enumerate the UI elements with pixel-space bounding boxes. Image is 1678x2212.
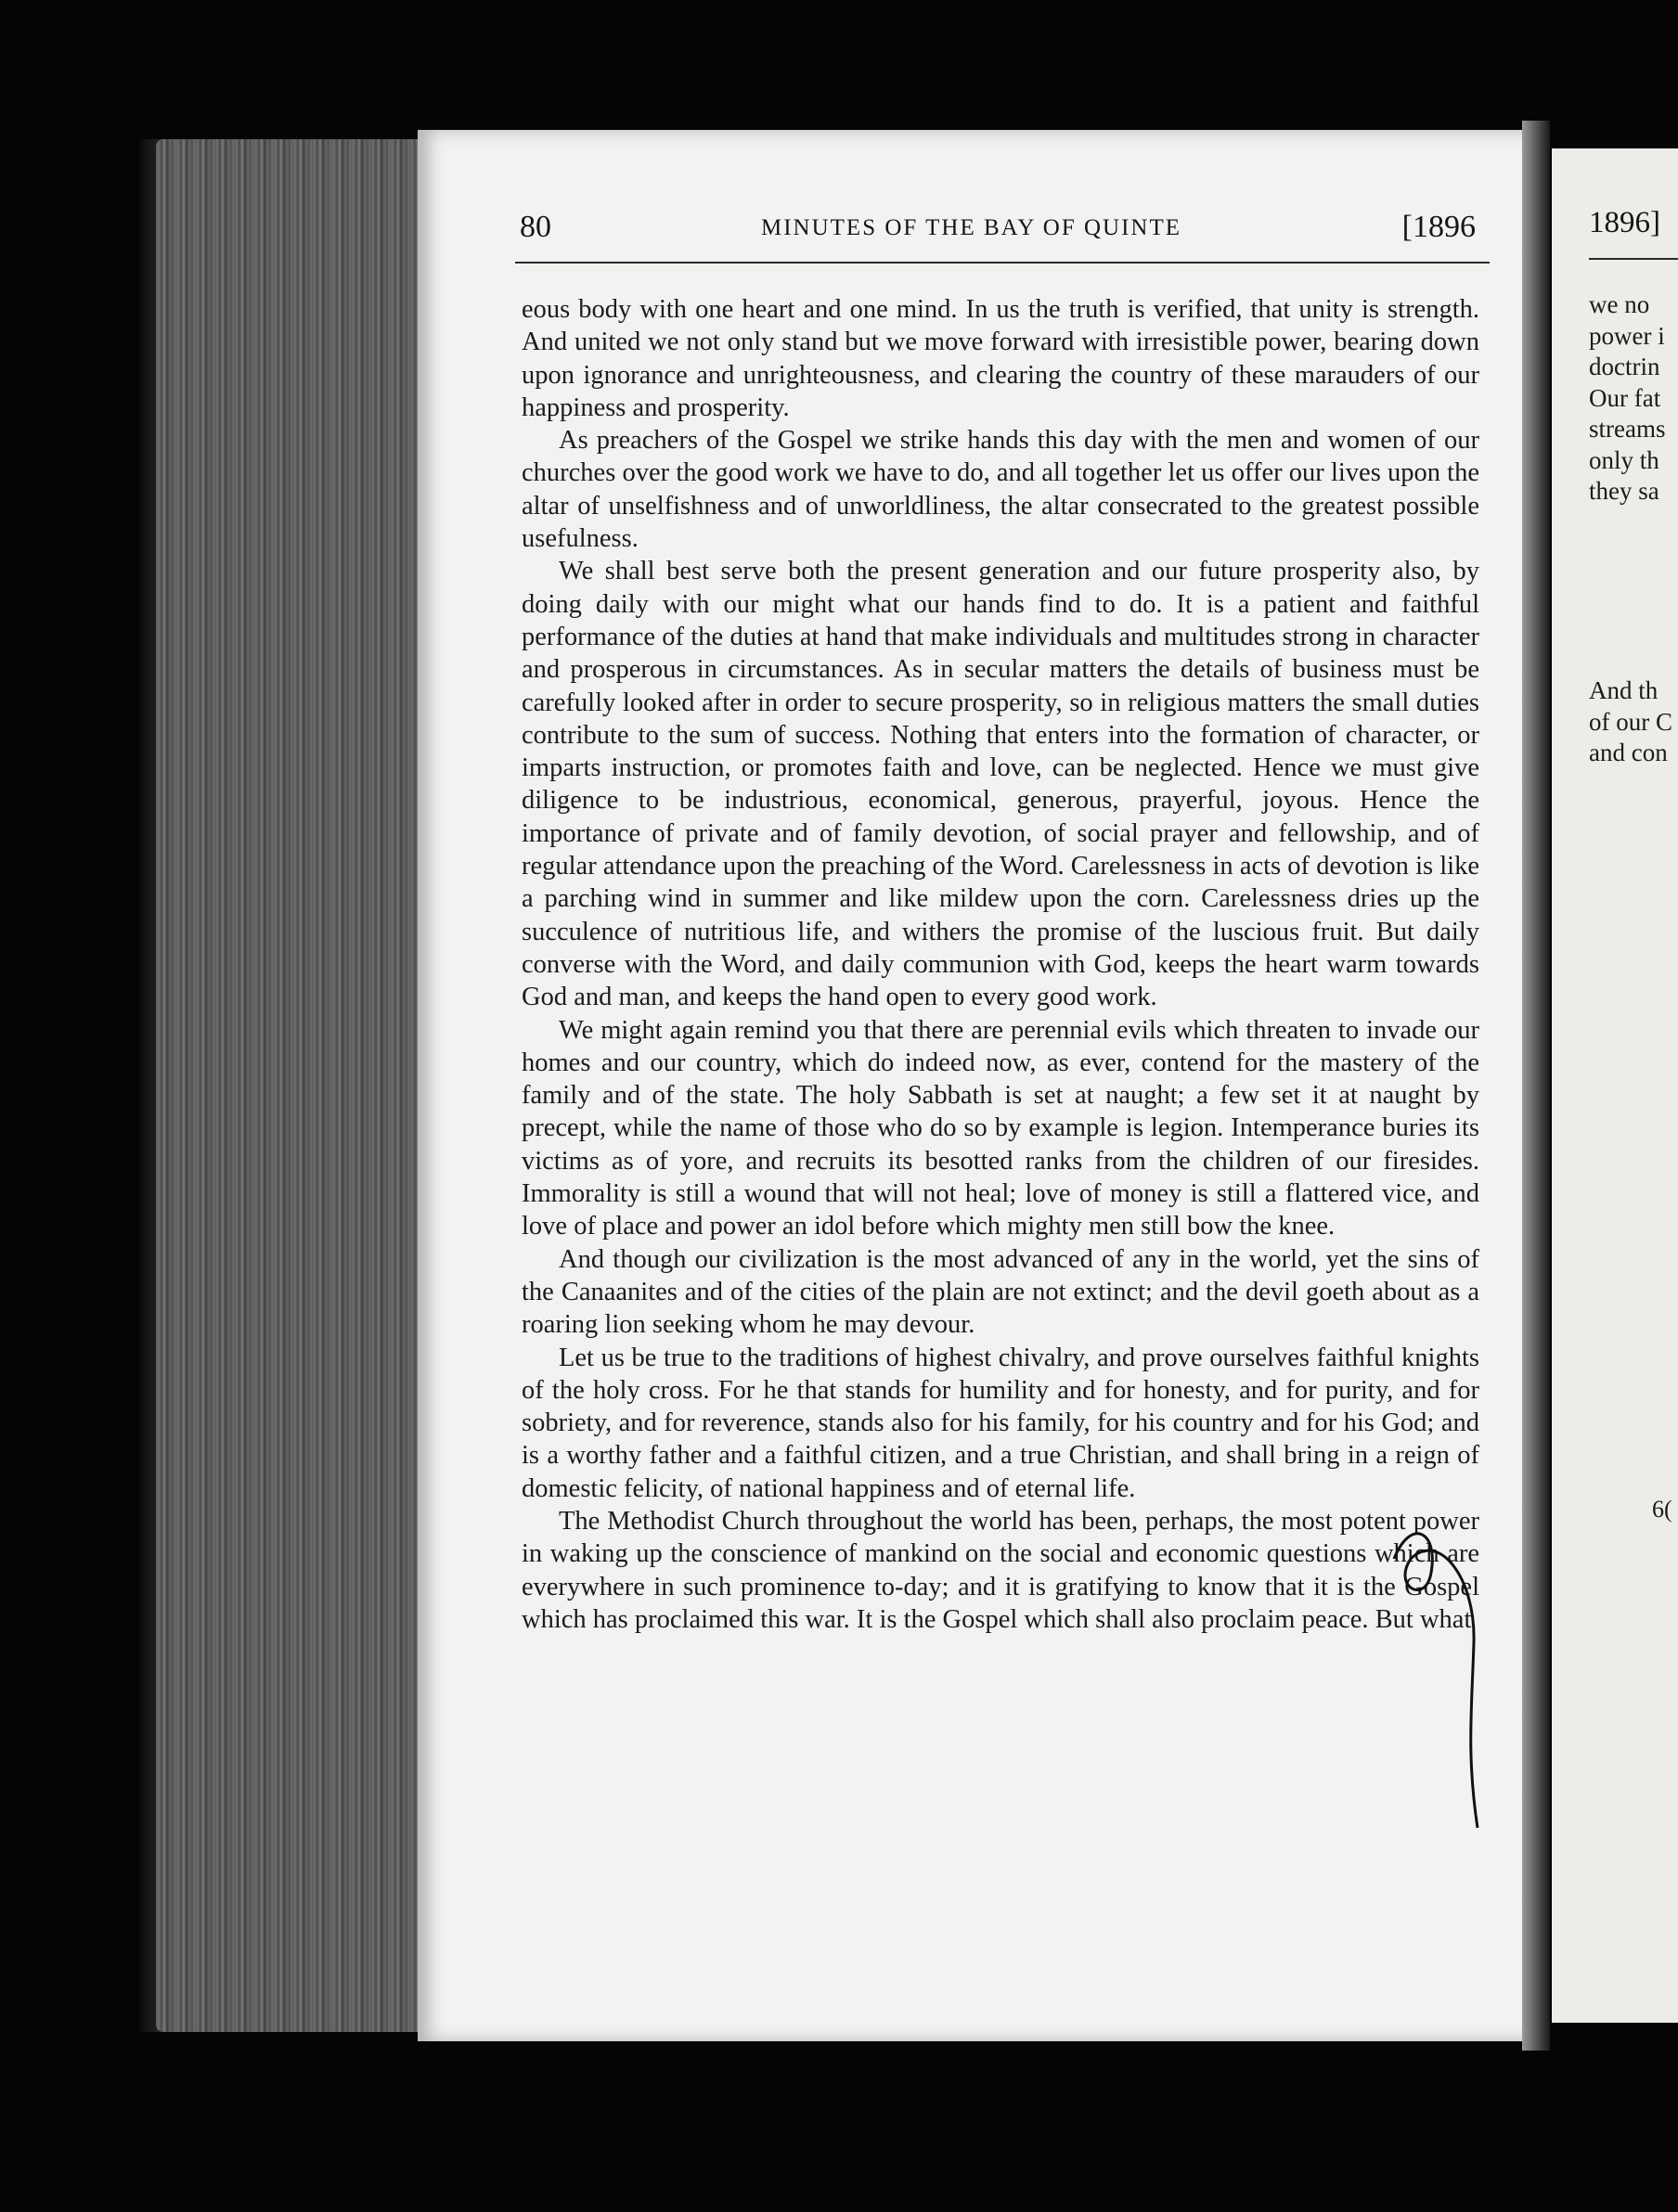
paragraph: The Methodist Church throughout the world has been, perhaps, the most potent power in waking up the conscience of mankind on the social and economic questions which are everywhere in such prominence to-day; and it is gratifying to know that it is the Gospel which has proclaimed this war. It is the Gospel which shall also proclaim peace. But what xyxy=(522,1506,1479,1634)
next-page-line: we no xyxy=(1589,290,1650,318)
book-fore-edge xyxy=(156,139,425,2032)
next-page-line: streams xyxy=(1589,415,1666,443)
right-page-partial xyxy=(1552,148,1678,2023)
next-page-footer: 6( xyxy=(1652,1496,1672,1523)
header-rule xyxy=(515,262,1490,264)
next-page-line: and con xyxy=(1589,739,1668,766)
next-page-line: of our C xyxy=(1589,707,1672,736)
page-header xyxy=(520,206,1485,252)
next-page-line: only th xyxy=(1589,445,1659,474)
next-page-line: Our fat xyxy=(1589,383,1661,412)
next-page-text-mid xyxy=(1589,675,1672,769)
next-page-line: they sa xyxy=(1589,477,1659,505)
next-page-line: power i xyxy=(1589,321,1665,350)
page-number: 80 xyxy=(520,210,551,244)
next-page-line: doctrin xyxy=(1589,353,1660,380)
paragraph: And though our civilization is the most advanced of any in the world, yet the sins of the Canaanites and of the cities of the plain are not extinct; and the devil goeth about as a roaring lion seeking whom he may devour. xyxy=(522,1244,1479,1340)
header-year: [1896 xyxy=(1401,210,1476,244)
body-text xyxy=(522,293,1479,1636)
running-title: MINUTES OF THE BAY OF QUINTE xyxy=(761,215,1182,240)
next-page-line: And th xyxy=(1589,676,1659,704)
paragraph: As preachers of the Gospel we strike hands this day with the men and women of our churches over the good work we have to do, and all together let us offer our lives upon the altar of unselfishness and of unworldliness, the altar consecrated to the greatest possible usefulness. xyxy=(522,426,1479,554)
paragraph: eous body with one heart and one mind. In us the truth is verified, that unity is strength. And united we not only stand but we move forward with irresistible power, bearing down upon ignorance and unrighteousness, and clearing the country of these marauders of our happiness and prosperity. xyxy=(522,295,1479,422)
book-gutter xyxy=(1522,121,1550,2051)
paragraph: We might again remind you that there are perennial evils which threaten to invade our homes and our country, which do indeed now, as ever, contend for the mastery of the family and of the state. The holy Sabbath is set at naught; a few set it at naught by precept, while the name of those who do so by example is legion. Intemperance buries its victims as of yore, and recruits its besotted ranks from the children of our firesides. Immorality is still a wound that will not heal; love of money is still a flattered vice, and love of place and power an idol before which mighty men still bow the knee. xyxy=(522,1015,1479,1241)
paragraph: We shall best serve both the present generation and our future prosperity also, by doing daily with our might what our hands find to do. It is a patient and faithful performance of the duties at hand that make individuals and multitudes strong in character and prosperous in circumstances. As in secular matters the details of business must be carefully looked after in order to secure prosperity, so in religious matters the small duties contribute to the sum of success. Nothing that enters into the formation of character, or imparts instruction, or promotes faith and love, can be neglected. Hence we must give diligence to be industrious, economical, generous, prayerful, joyous. Hence the importance of private and of family devotion, of social prayer and fellowship, and of regular attendance upon the preaching of the Word. Carelessness in acts of devotion is like a parching wind in summer and like mildew upon the corn. Carelessness dries up the succulence of nutritious life, and withers the promise of the luscious fruit. But daily converse with the Word, and daily communion with God, keeps the heart warm towards God and man, and keeps the hand open to every good work. xyxy=(522,557,1479,1012)
paragraph: Let us be true to the traditions of highest chivalry, and prove ourselves faithful knights of the holy cross. For he that stands for humility and for honesty, and for purity, and for sobriety, and for reverence, stands also for his family, for his country and for his God; and is a worthy father and a faithful citizen, and a true Christian, and shall bring in a reign of domestic felicity, of national happiness and of eternal life. xyxy=(522,1343,1479,1503)
next-page-rule xyxy=(1589,258,1678,260)
next-page-text-top xyxy=(1589,289,1665,508)
next-page-header: 1896] xyxy=(1589,206,1660,239)
